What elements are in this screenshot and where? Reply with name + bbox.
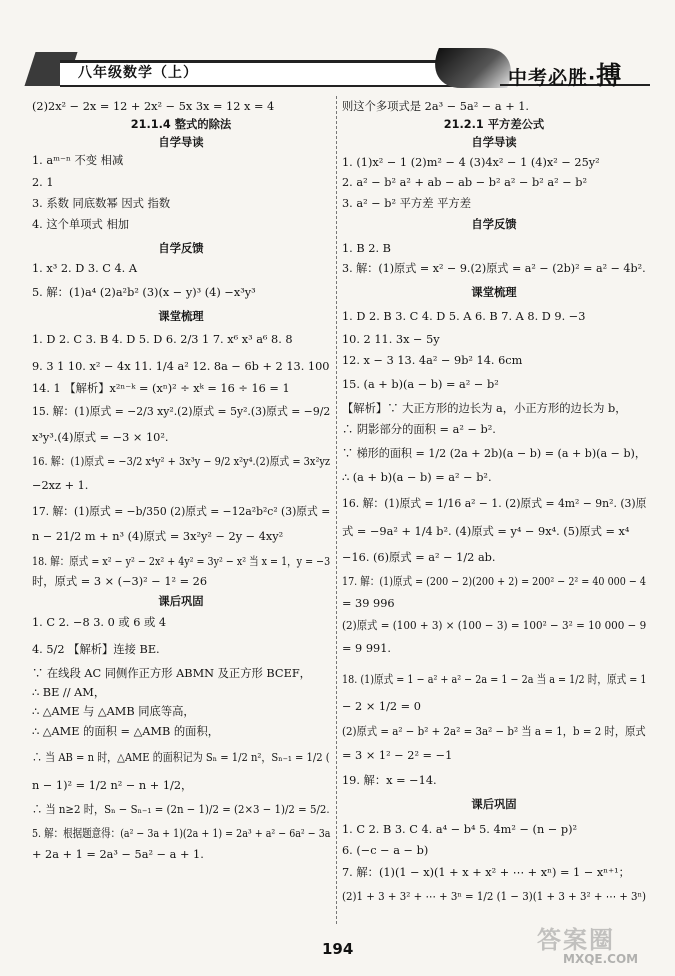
left-answer-line: 9. 3 1 10. x² − 4x 11. 1/4 a² 12. 8a − 6b + 2 13. 100 xyxy=(32,360,330,373)
watermark xyxy=(533,916,653,968)
left-answer-line: 15. 解：(1)原式 = −2/3 xy².(2)原式 = 5y².(3)原式 = −9/2 xyxy=(32,405,331,418)
right-answer-line: 18. (1)原式 = 1 − a² + a² − 2a = 1 − 2a 当 a = 1/2 时，原式 = 1 xyxy=(342,673,647,686)
left-answer-line: x³y³.(4)原式 = −3 × 10². xyxy=(32,431,169,444)
left-answer-line: 5. 解：(1)a⁴ (2)a²b² (3)(x − y)³ (4) −x³y³ xyxy=(32,286,256,299)
right-answer-line: ∴ (a + b)(a − b) = a² − b². xyxy=(342,471,492,484)
left-answer-line: + 2a + 1 = 2a³ − 5a² − a + 1. xyxy=(32,848,204,861)
left-answer-line: 1. aᵐ⁻ⁿ 不变 相减 xyxy=(32,154,124,167)
left-answer-line: 17. 解：(1)原式 = −b/350 (2)原式 = −12a²b²c² (3)原式 = xyxy=(32,505,331,518)
left-answer-line: 18. 解：原式 = x² − y² − 2x² + 4y² = 3y² − x² 当 x = 1，y = −3 xyxy=(32,555,331,568)
right-answer-line: 17. 解：(1)原式 = (200 − 2)(200 + 2) = 200² − 2² = 40 000 − 4 xyxy=(342,575,647,588)
left-answer-line: −2xz + 1. xyxy=(32,479,89,492)
watermark-text: 答案圈 xyxy=(537,926,615,954)
right-answer-line: 1. C 2. B 3. C 4. a⁴ − b⁴ 5. 4m² − (n − p)² xyxy=(342,823,578,836)
left-answer-line: ∴ △AME 与 △AMB 同底等高， xyxy=(32,705,195,718)
left-section-heading: 自学导读 xyxy=(158,136,204,149)
left-answer-line: 2. 1 xyxy=(32,176,54,189)
right-answer-line: 6. (−c − a − b) xyxy=(342,844,429,857)
left-answer-line: ∴ 当 AB = n 时，△AME 的面积记为 Sₙ = 1/2 n²，Sₙ₋₁ = 1/2 ( xyxy=(32,751,330,764)
right-answer-line: −16. (6)原式 = a² − 1/2 ab. xyxy=(342,551,496,564)
right-section-heading: 21.2.1 平方差公式 xyxy=(443,118,545,131)
left-answer-line: ∴ 当 n≥2 时，Sₙ − Sₙ₋₁ = (2n − 1)/2 = (2×3 − 1)/2 = 5/2. xyxy=(32,803,330,816)
right-answer-line: 【解析】∵ 大正方形的边长为 a，小正方形的边长为 b， xyxy=(342,402,627,415)
left-section-heading: 课堂梳理 xyxy=(158,310,204,323)
right-answer-line: 1. D 2. B 3. C 4. D 5. A 6. B 7. A 8. D 9. −3 xyxy=(342,310,586,323)
right-section-heading: 自学反馈 xyxy=(471,218,517,231)
right-answer-line: 7. 解：(1)(1 − x)(1 + x + x² + ⋯ + xⁿ) = 1 − xⁿ⁺¹； xyxy=(342,866,630,879)
left-answer-line: ∴ BE // AM， xyxy=(32,686,106,699)
left-answer-line: (2)2x² − 2x = 12 + 2x² − 5x 3x = 12 x = 4 xyxy=(32,100,275,113)
page-number: 194 xyxy=(322,940,354,958)
page-header xyxy=(30,44,650,90)
right-section-heading: 自学导读 xyxy=(471,136,517,149)
right-answer-line: = 3 × 1² − 2² = −1 xyxy=(342,749,453,762)
left-answer-line: 14. 1 【解析】x²ⁿ⁻ᵏ = (xⁿ)² ÷ xᵏ = 16 ÷ 16 = 1 xyxy=(32,382,290,395)
brand-text: 中考必胜· xyxy=(508,67,597,89)
right-answer-line: 3. a² − b² 平方差 平方差 xyxy=(342,197,472,210)
right-answer-line: 19. 解：x = −14. xyxy=(342,774,437,787)
right-section-heading: 课后巩固 xyxy=(471,798,517,811)
right-answer-line: 16. 解：(1)原式 = 1/16 a² − 1. (2)原式 = 4m² − 9n². (3)原 xyxy=(342,497,647,510)
book-title: 八年级数学（上） xyxy=(78,65,198,81)
right-answer-line: 1. B 2. B xyxy=(342,242,391,255)
right-answer-line: (2)原式 = (100 + 3) × (100 − 3) = 100² − 3² = 10 000 − 9 xyxy=(342,619,647,632)
right-answer-line: 3. 解：(1)原式 = x² − 9.(2)原式 = a² − (2b)² = a² − 4b². xyxy=(342,262,646,275)
right-answer-line: 式 = −9a² + 1/4 b². (4)原式 = y⁴ − 9x⁴. (5)原式 = x⁴ xyxy=(342,525,630,538)
right-section-heading: 课堂梳理 xyxy=(471,286,517,299)
right-answer-line: = 9 991. xyxy=(342,642,391,655)
left-answer-line: 16. 解：(1)原式 = −3/2 x⁴y² + 3x³y − 9/2 x²y⁴.(2)原式 = 3x²yz xyxy=(32,455,331,468)
left-answer-line: ∵ 在线段 AC 同侧作正方形 ABMN 及正方形 BCEF， xyxy=(32,667,311,680)
left-answer-line: 1. x³ 2. D 3. C 4. A xyxy=(32,262,138,275)
left-answer-line: ∴ △AME 的面积 = △AMB 的面积， xyxy=(32,725,220,738)
right-answer-line: 12. x − 3 13. 4a² − 9b² 14. 6cm xyxy=(342,354,523,367)
right-answer-line: 10. 2 11. 3x − 5y xyxy=(342,333,440,346)
left-answer-line: 3. 系数 同底数幂 因式 指数 xyxy=(32,197,171,210)
left-answer-line: 4. 这个单项式 相加 xyxy=(32,218,130,231)
brand-logo xyxy=(508,56,622,92)
left-answer-line: 4. 5/2 【解析】连接 BE. xyxy=(32,643,160,656)
left-answer-line: 1. D 2. C 3. B 4. D 5. D 6. 2/3 1 7. x⁶ x³ a⁶ 8. 8 xyxy=(32,333,293,346)
column-divider xyxy=(336,96,337,924)
right-answer-line: ∴ 阴影部分的面积 = a² − b². xyxy=(342,423,496,436)
left-answer-line: 时，原式 = 3 × (−3)² − 1² = 26 xyxy=(32,575,208,588)
left-answer-line: n − 1)² = 1/2 n² − n + 1/2， xyxy=(32,779,193,792)
right-answer-line: 则这个多项式是 2a³ − 5a² − a + 1. xyxy=(342,100,530,113)
right-answer-line: = 39 996 xyxy=(342,597,395,610)
right-answer-line: 15. (a + b)(a − b) = a² − b² xyxy=(342,378,499,391)
left-section-heading: 课后巩固 xyxy=(158,595,204,608)
right-answer-line: 1. (1)x² − 1 (2)m² − 4 (3)4x² − 1 (4)x² − 25y² xyxy=(342,156,600,169)
right-answer-line: 2. a² − b² a² + ab − ab − b² a² − b² a² − b² xyxy=(342,176,588,189)
watermark-url: MXQE.COM xyxy=(563,952,639,966)
left-answer-line: 1. C 2. −8 3. 0 或 6 或 4 xyxy=(32,616,167,629)
right-answer-line: − 2 × 1/2 = 0 xyxy=(342,700,421,713)
brand-big-char: 搏 xyxy=(596,61,623,90)
left-answer-line: 5. 解：根据题意得：(a² − 3a + 1)(2a + 1) = 2a³ + a² − 6a² − 3a xyxy=(32,827,331,840)
left-section-heading: 21.1.4 整式的除法 xyxy=(130,118,232,131)
left-answer-line: n − 21/2 m + n³ (4)原式 = 3x²y² − 2y − 4xy² xyxy=(32,530,284,543)
right-answer-line: (2)原式 = a² − b² + 2a² = 3a² − b² 当 a = 1，b = 2 时，原式 xyxy=(342,725,646,738)
right-answer-line: ∵ 梯形的面积 = 1/2 (2a + 2b)(a − b) = (a + b)(a − b)， xyxy=(342,447,646,460)
right-answer-line: (2)1 + 3 + 3² + ⋯ + 3ⁿ = 1/2 (1 − 3)(1 + 3 + 3² + ⋯ + 3ⁿ) xyxy=(342,890,647,903)
left-section-heading: 自学反馈 xyxy=(158,242,204,255)
